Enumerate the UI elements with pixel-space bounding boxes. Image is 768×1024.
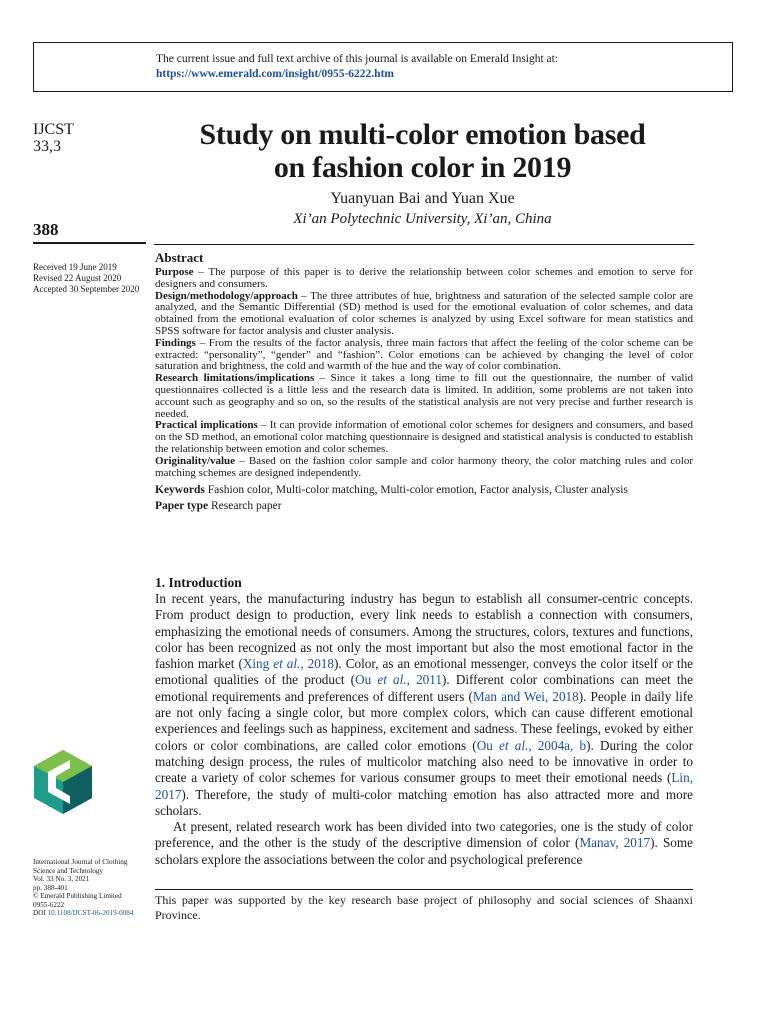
citation-etal: et al. <box>499 737 529 753</box>
paper-type-text: Research paper <box>208 499 282 512</box>
paper-type-label: Paper type <box>155 499 209 512</box>
introduction-section <box>155 575 693 868</box>
abstract-originality <box>155 456 693 480</box>
journal-abbrev: IJCST <box>33 121 74 138</box>
citation-author: Ou <box>476 737 500 753</box>
issn: 0955-6222 <box>33 900 65 909</box>
citation-link[interactable]: Manav, 2017 <box>579 835 651 851</box>
limitations-text: – Since it takes a long time to fill out the questionnaire, the number of valid questionnaires collected is a little less and the research data is limited. In addition, some problems are not taken into account such as geography and so on, so the results of the statistical analysis are not very precise and further research is needed. <box>155 372 693 420</box>
abstract-findings <box>155 338 693 373</box>
citation-link[interactable] <box>477 738 586 753</box>
paper-type <box>155 499 693 515</box>
affiliation: Xi’an Polytechnic University, Xi’an, China <box>293 211 552 227</box>
title-divider <box>154 244 694 245</box>
doi-label: DOI <box>33 909 48 917</box>
received-date: Received 19 June 2019 <box>33 262 117 272</box>
citation-link[interactable]: Lin, 2017 <box>155 770 693 802</box>
citation-year: , 2011 <box>406 672 442 688</box>
page-range: pp. 388-401 <box>33 883 68 892</box>
purpose-text: – The purpose of this paper is to derive the relationship between color schemes and emotion to serve for designers and consumers. <box>155 266 693 290</box>
publisher-copyright: © Emerald Publishing Limited <box>33 892 122 900</box>
abstract-design <box>155 291 693 338</box>
intro-text: ). People in daily life are not only facing a single color, but more complex colors, which can cause different emotional experiences and feelings such as happiness, excitement and sadness. These feelings, evoked by either colors or color combinations, are called color emotions ( <box>155 688 693 753</box>
originality-label: Originality/value <box>155 454 236 467</box>
abstract-purpose <box>155 267 693 291</box>
abstract-heading: Abstract <box>155 250 204 265</box>
journal-name-line-1: International Journal of Clothing <box>33 858 128 866</box>
keywords <box>155 483 693 499</box>
findings-label: Findings <box>155 336 196 349</box>
intro-text: In recent years, the manufacturing industry has begun to establish all consumer-centric concepts. From product design to production, every link needs to establish a connection with consumers, emphasizing the emotional needs of consumers. Among the structures, colors, textures and functions, color has been recognized as not only the most important but also the most emotional factor in the fashion market ( <box>155 591 693 672</box>
citation-author: Ou <box>355 672 378 688</box>
design-text: – The three attributes of hue, brightness and saturation of the selected sample color are analyzed, and the Semantic Differential (SD) method is used for the emotional evaluation of color schemes, and data obtained from the emotional evaluation of color schemes is analyzed by using Excel software for mean statistics and SPSS software for factor analysis and cluster analysis. <box>155 289 693 337</box>
footnote-divider <box>155 889 693 890</box>
intro-text: ). Different color combinations can meet the emotional requirements and preferences of different users ( <box>155 672 693 704</box>
intro-text: ). Some scholars explore the associations between the color and psychological preference <box>155 835 693 867</box>
design-label: Design/methodology/approach <box>155 289 298 302</box>
journal-url-link[interactable]: https://www.emerald.com/insight/0955-6222.htm <box>156 68 394 80</box>
title-line-1: Study on multi-color emotion based <box>199 118 646 151</box>
doi-link[interactable]: 10.1108/IJCST-06-2019-0084 <box>47 909 134 917</box>
archive-notice-box <box>33 42 733 92</box>
practical-text: – It can provide information of emotional color schemes for designers and consumers, and based on the SD method, an emotional color matching questionnaire is designed and statistical analysis is conducted to establish the relationship between emotion and color schemes. <box>155 419 694 455</box>
citation-year: , 2004a, b <box>528 737 587 753</box>
abstract-limitations <box>155 373 693 420</box>
volume-issue: 33,3 <box>33 138 61 155</box>
margin-divider <box>33 242 146 244</box>
page-number: 388 <box>33 220 59 239</box>
keywords-text: Fashion color, Multi-color matching, Multi-color emotion, Factor analysis, Cluster analysis <box>204 484 628 497</box>
originality-text: – Based on the fashion color sample and color harmony theory, the color matching rules and color matching schemes are designed independently. <box>155 454 693 479</box>
intro-heading: 1. Introduction <box>155 575 242 590</box>
citation-etal: et al. <box>273 656 301 672</box>
logo-base <box>52 822 74 827</box>
revised-date: Revised 22 August 2020 <box>33 273 122 283</box>
archive-notice-text: The current issue and full text archive of this journal is available on Emerald Insight at: <box>156 53 559 65</box>
volume-info: Vol. 33 No. 3, 2021 <box>33 875 90 883</box>
abstract <box>155 249 693 514</box>
submission-dates <box>33 262 139 295</box>
intro-text: At present, related research work has been divided into two categories, one is the study of color preference, and the other is the study of the descriptive dimension of color ( <box>155 819 693 851</box>
citation-link[interactable] <box>243 656 334 671</box>
emerald-logo-icon <box>32 748 94 844</box>
citation-author: Xing <box>242 656 274 672</box>
title-line-2: on fashion color in 2019 <box>273 151 572 184</box>
findings-text: – From the results of the factor analysis, three main factors that affect the feeling of the color scheme can be extracted: “personality”, “gender” and “fashion”. Color emotions can be achieved by changing the level of color saturation and brightness, the cold and warmth of the hue and the way of color combination. <box>155 336 693 373</box>
doi-line <box>33 909 153 918</box>
paper-title <box>150 118 695 184</box>
citation-etal: et al. <box>377 672 407 688</box>
intro-paragraph-2 <box>155 819 693 868</box>
limitations-label: Research limitations/implications <box>155 372 315 385</box>
purpose-label: Purpose <box>155 266 194 278</box>
journal-name-line-2: Science and Technology <box>33 866 104 875</box>
journal-code <box>33 121 74 155</box>
citation-link[interactable] <box>355 672 442 687</box>
journal-citation <box>33 858 153 918</box>
accepted-date: Accepted 30 September 2020 <box>33 284 140 294</box>
intro-text: ). Color, as an emotional messenger, conveys the color itself or the emotional qualities of the product ( <box>155 656 694 688</box>
citation-year: , 2018 <box>300 656 334 672</box>
citation-link[interactable]: Man and Wei, 2018 <box>472 688 579 704</box>
practical-label: Practical implications <box>155 419 258 432</box>
abstract-practical <box>155 420 693 455</box>
intro-text: ). Therefore, the study of multi-color matching emotion has also attracted more and more scholars. <box>155 786 693 818</box>
authors: Yuanyuan Bai and Yuan Xue <box>330 190 515 207</box>
funding-footnote: This paper was supported by the key research base project of philosophy and social sciences of Shaanxi Province. <box>155 893 693 922</box>
intro-paragraph-1 <box>155 591 693 819</box>
intro-text: ). During the color matching design process, the rules of multicolor matching also need to be innovative in order to create a variety of color schemes for various consumer groups to meet their emotional needs ( <box>155 737 693 786</box>
keywords-label: Keywords <box>155 484 205 497</box>
